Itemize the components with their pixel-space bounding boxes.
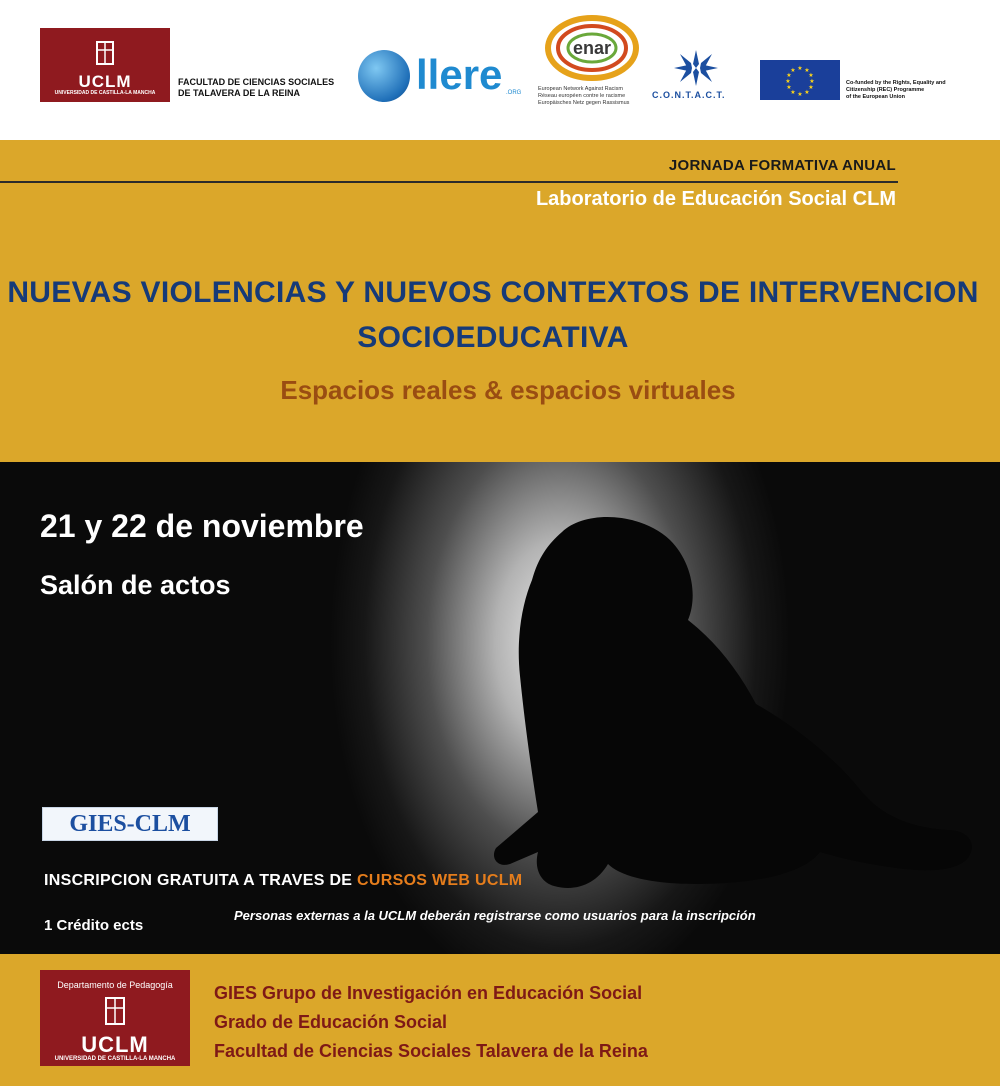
dept-uclm-logo xyxy=(40,970,190,1066)
uclm-logo xyxy=(40,28,170,102)
svg-text:★: ★ xyxy=(797,65,803,72)
enar-caption xyxy=(538,86,650,107)
footer-line-1: GIES Grupo de Investigación en Educación Social xyxy=(214,983,643,1003)
footer-line-3: Facultad de Ciencias Sociales Talavera de la Reina xyxy=(214,1041,648,1061)
svg-text:★: ★ xyxy=(809,78,815,85)
sitting-person-silhouette xyxy=(470,492,1000,912)
event-type: JORNADA FORMATIVA ANUAL xyxy=(668,157,896,174)
credit-info: 1 Crédito ects xyxy=(44,917,144,934)
footer-credits xyxy=(214,979,648,1066)
enar-line-3: Europäisches Netz gegen Rassismus xyxy=(538,100,630,106)
gies-clm-logo: GIES-CLM xyxy=(42,807,218,841)
enar-line-1: European Network Against Racism xyxy=(538,86,623,92)
dept-name: Departamento de Pedagogía xyxy=(57,980,173,990)
footer xyxy=(0,954,1000,1086)
eu-flag-icon xyxy=(760,60,840,100)
organizer-lab: Laboratorio de Educación Social CLM xyxy=(535,188,896,210)
svg-text:★: ★ xyxy=(804,67,810,74)
contact-logo xyxy=(652,50,747,105)
enar-logo xyxy=(538,12,648,112)
enar-line-2: Réseau européen contre le racisme xyxy=(538,93,626,99)
event-date: 21 y 22 de noviembre xyxy=(40,508,364,544)
hero-photo xyxy=(0,462,1000,954)
svg-text:★: ★ xyxy=(808,84,814,91)
title-band xyxy=(0,140,1000,462)
dept-logo-tagline: UNIVERSIDAD DE CASTILLA-LA MANCHA xyxy=(54,1056,176,1062)
svg-text:★: ★ xyxy=(790,89,796,96)
uclm-logo-tagline: UNIVERSIDAD DE CASTILLA-LA MANCHA xyxy=(54,90,156,96)
svg-text:★: ★ xyxy=(790,67,796,74)
svg-text:★: ★ xyxy=(786,84,792,91)
llere-logo xyxy=(358,50,523,105)
event-venue: Salón de actos xyxy=(40,570,231,600)
eu-funding-note xyxy=(846,80,996,101)
contact-star-icon xyxy=(674,50,718,86)
svg-text:enar: enar xyxy=(572,38,612,58)
contact-logo-name: C.O.N.T.A.C.T. xyxy=(652,90,726,100)
uclm-emblem-icon xyxy=(40,970,190,1030)
title-line-1: NUEVAS VIOLENCIAS Y NUEVOS CONTEXTOS DE INTERVENCION xyxy=(7,276,979,309)
subtitle: Espacios reales & espacios virtuales xyxy=(280,375,736,405)
svg-text:★: ★ xyxy=(797,91,803,98)
registration-note xyxy=(44,872,522,890)
llere-logo-name: llere xyxy=(416,51,503,98)
title-line-2: SOCIOEDUCATIVA xyxy=(357,321,629,354)
eu-line-3: of the European Union xyxy=(846,94,905,100)
svg-text:★: ★ xyxy=(785,78,791,85)
dept-logo-name: UCLM xyxy=(81,1032,149,1057)
eu-line-1: Co-funded by the Rights, Equality and xyxy=(846,80,946,86)
llere-logo-suffix: .ORG xyxy=(506,90,522,96)
external-registration-note: Personas externas a la UCLM deberán registrarse como usuarios para la inscripción xyxy=(234,908,756,923)
registration-text: INSCRIPCION GRATUITA A TRAVES DE xyxy=(44,872,358,889)
globe-icon xyxy=(358,50,410,102)
uclm-logo-name: UCLM xyxy=(78,72,132,91)
enar-swirl-icon xyxy=(542,12,642,84)
svg-text:★: ★ xyxy=(804,89,810,96)
footer-line-2: Grado de Educación Social xyxy=(214,1012,448,1032)
divider xyxy=(0,181,898,183)
uclm-emblem-icon xyxy=(40,28,170,72)
logo-header xyxy=(0,0,1000,140)
eu-line-2: Citizenship (REC) Programme xyxy=(846,87,925,93)
faculty-name xyxy=(178,77,334,99)
faculty-line-2: DE TALAVERA DE LA REINA xyxy=(178,88,301,98)
svg-text:★: ★ xyxy=(808,72,814,79)
svg-text:★: ★ xyxy=(786,72,792,79)
cursos-web-link[interactable]: CURSOS WEB UCLM xyxy=(357,872,523,889)
faculty-line-1: FACULTAD DE CIENCIAS SOCIALES xyxy=(178,77,335,87)
